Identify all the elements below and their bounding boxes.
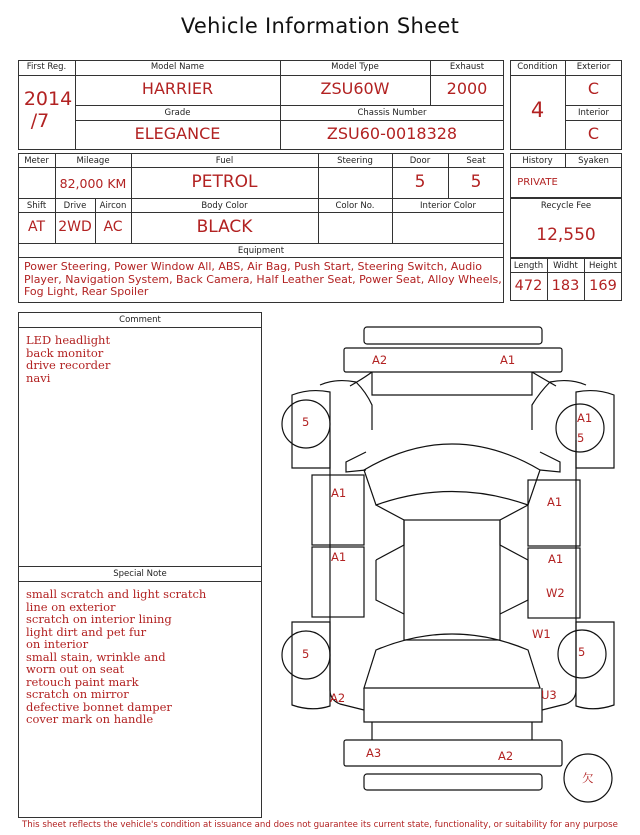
- mirror-left: [346, 452, 366, 472]
- length-value: 472: [514, 278, 543, 294]
- mark-right-rear-quarter: W1: [532, 627, 551, 641]
- condition-value: 4: [530, 98, 545, 122]
- mark-front-bumper-left: A2: [372, 353, 388, 367]
- body-color-label: Body Color: [201, 201, 248, 211]
- special-note-item: line on exterior: [26, 599, 116, 614]
- mark-tire-rear-right: 5: [578, 645, 586, 659]
- mark-rear-bumper-left: A3: [366, 746, 382, 760]
- grade-label: Grade: [164, 108, 191, 118]
- exhaust-value: 2000: [446, 79, 488, 98]
- special-note-list: [26, 588, 256, 726]
- special-note-item: scratch on interior lining: [26, 612, 172, 626]
- interior-label: Interior: [577, 108, 609, 118]
- grade-value: ELEGANCE: [134, 124, 221, 143]
- special-note-item: retouch paint mark: [26, 674, 139, 689]
- color-no-label: Color No.: [335, 201, 375, 211]
- comment-panel: [18, 312, 262, 818]
- mark-spare-tire: 欠: [582, 771, 594, 785]
- body-color-value: BLACK: [196, 217, 253, 237]
- equipment-line-1: Power Steering, Power Window All, ABS, Air Bag, Push Start, Steering Switch, Audio: [24, 260, 483, 273]
- left-rear-well: [292, 622, 330, 709]
- model-type-value: ZSU60W: [320, 79, 390, 98]
- comment-item: LED headlight: [26, 333, 111, 347]
- length-label: Length: [513, 261, 544, 271]
- mark-tire-rear-left: 5: [302, 647, 310, 661]
- rear-bumper-outline: [364, 774, 542, 790]
- first-reg-label: First Reg.: [26, 62, 67, 72]
- door-label: Door: [409, 156, 431, 166]
- rear-window-outline: [364, 634, 540, 688]
- fuel-label: Fuel: [215, 156, 234, 166]
- footer-disclaimer: This sheet reflects the vehicle's condition at issuance and does not guarantee its current state, functionality, or suitability for any purpose: [22, 820, 618, 830]
- mark-right-rear-door: A1: [548, 552, 564, 566]
- chassis-label: Chassis Number: [357, 108, 427, 118]
- special-note-item: scratch on mirror: [26, 687, 129, 701]
- mirror-right: [540, 452, 560, 472]
- equipment-line-2: Player, Navigation System, Back Camera, Half Leather Seat, Power Seat, Alloy Wheels,: [24, 272, 502, 286]
- shift-label: Shift: [26, 201, 47, 211]
- body-left: [330, 440, 364, 710]
- height-label: Height: [588, 261, 618, 271]
- right-front-door-outline: [528, 480, 580, 546]
- mark-right-rear-door-2: W2: [546, 586, 565, 600]
- interior-color-label: Interior Color: [420, 201, 476, 211]
- history-label: History: [522, 156, 553, 166]
- exterior-label: Exterior: [576, 62, 611, 72]
- mileage-value: 82,000 KM: [59, 176, 127, 191]
- seat-value: 5: [470, 172, 482, 192]
- front-bumper-outline: [364, 327, 542, 344]
- special-note-item: defective bonnet damper: [26, 699, 172, 714]
- exhaust-label: Exhaust: [449, 62, 485, 72]
- roof-outline: [404, 520, 500, 640]
- steering-label: Steering: [337, 156, 373, 166]
- comment-item: drive recorder: [26, 358, 111, 372]
- windshield-outline: [364, 444, 540, 505]
- model-name-label: Model Name: [150, 62, 205, 72]
- meter-label: Meter: [24, 156, 49, 166]
- mileage-label: Mileage: [76, 156, 110, 166]
- special-note-item: light dirt and pet fur: [26, 624, 147, 639]
- mark-rear-bumper-right: A2: [498, 749, 514, 763]
- page-title: Vehicle Information Sheet: [180, 14, 460, 38]
- car-damage-diagram: [270, 318, 628, 818]
- model-name-value: HARRIER: [141, 79, 214, 98]
- special-note-item: small stain, wrinkle and: [26, 649, 166, 664]
- equipment-line-3: Fog Light, Rear Spoiler: [24, 285, 149, 298]
- aircon-label: Aircon: [99, 201, 127, 211]
- first-reg-year: 2014: [23, 88, 73, 110]
- mark-left-front-door: A1: [331, 486, 347, 500]
- special-note-item: on interior: [26, 637, 89, 651]
- drive-value: 2WD: [58, 219, 92, 235]
- condition-label: Condition: [517, 62, 558, 72]
- mark-left-rear-door: A1: [331, 550, 347, 564]
- model-type-label: Model Type: [331, 62, 379, 72]
- left-front-well: [292, 391, 330, 468]
- exterior-value: C: [587, 79, 600, 98]
- special-note-item: cover mark on handle: [26, 712, 154, 726]
- fuel-value: PETROL: [191, 172, 258, 192]
- right-rear-well: [576, 622, 614, 709]
- hood-outline: [372, 372, 532, 395]
- comment-item: navi: [26, 370, 51, 385]
- shift-value: AT: [27, 219, 46, 235]
- special-note-label: Special Note: [113, 569, 167, 579]
- history-value: PRIVATE: [517, 177, 558, 188]
- special-note-item: worn out on seat: [26, 662, 125, 676]
- aircon-value: AC: [103, 219, 123, 235]
- drive-label: Drive: [63, 201, 87, 211]
- height-value: 169: [589, 278, 617, 294]
- equipment-label: Equipment: [237, 246, 285, 256]
- comment-list: [26, 334, 256, 384]
- front-fender-left: [320, 381, 372, 430]
- interior-value: C: [587, 124, 600, 143]
- width-label: Widht: [553, 261, 578, 271]
- right-front-well: [576, 391, 614, 468]
- chassis-value: ZSU60-0018328: [326, 124, 458, 143]
- mark-front-bumper-right: A1: [500, 353, 516, 367]
- mark-tire-front-left: 5: [302, 415, 310, 429]
- recycle-fee-value: 12,550: [536, 225, 596, 245]
- width-value: 183: [551, 278, 580, 294]
- recycle-fee-label: Recycle Fee: [540, 201, 592, 211]
- comment-item: back monitor: [26, 345, 104, 360]
- door-value: 5: [414, 172, 426, 192]
- mark-left-rear-quarter: A2: [330, 691, 346, 705]
- first-reg-month: /7: [30, 110, 50, 132]
- mark-right-front-door: A1: [547, 495, 563, 509]
- syaken-label: Syaken: [578, 156, 609, 166]
- seat-label: Seat: [466, 156, 486, 166]
- mark-right-rear-lower: U3: [541, 688, 557, 702]
- mark-tire-front-right: 5: [577, 431, 585, 445]
- mark-tire-front-right-code: A1: [577, 411, 593, 425]
- special-note-item: small scratch and light scratch: [26, 587, 207, 601]
- comment-label: Comment: [119, 315, 161, 325]
